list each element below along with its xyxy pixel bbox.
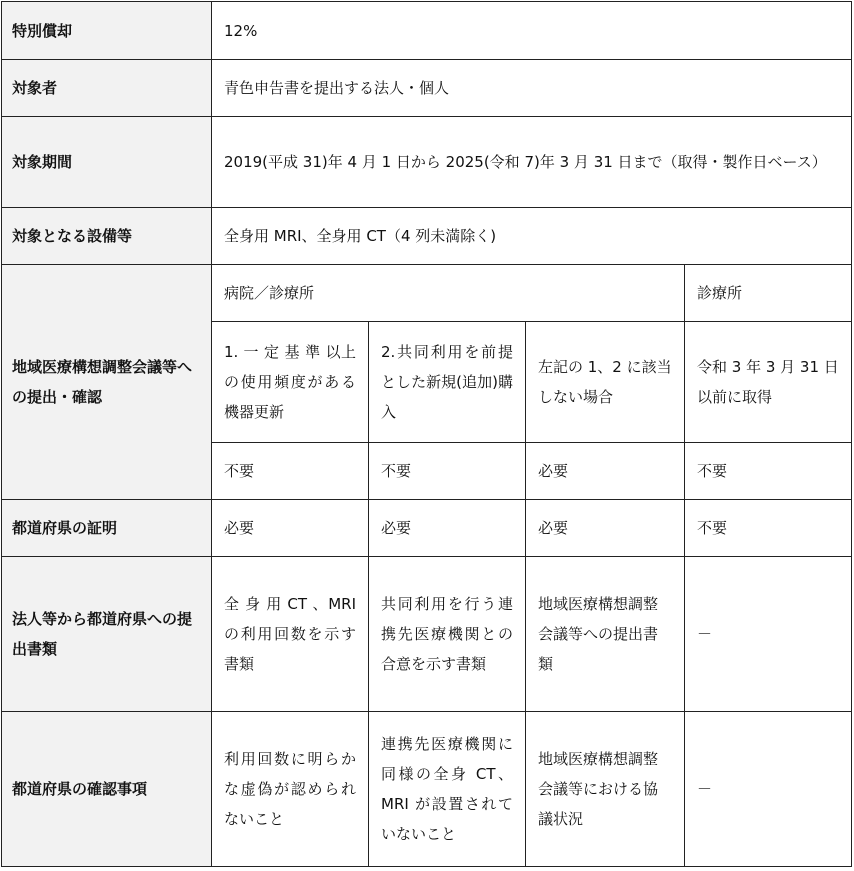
special-depreciation-value: 12%: [212, 2, 852, 60]
prefecture-cert-label: 都道府県の証明: [2, 500, 212, 557]
documents-case2: 共同利用を行う連携先医療機関との合意を示す書類: [369, 557, 526, 712]
row-special-depreciation: [2, 2, 852, 60]
eligible-label: 対象者: [2, 60, 212, 117]
row-period: [2, 117, 852, 208]
row-equipment: [2, 208, 852, 265]
confirmation-case2: 連携先医療機関に同様の全身 CT、MRI が設置されていないこと: [369, 712, 526, 867]
hospital-clinic-header: 病院／診療所: [212, 265, 685, 322]
special-depreciation-label: 特別償却: [2, 2, 212, 60]
confirmation-case4: －: [685, 712, 852, 867]
prefecture-cert-case2: 必要: [369, 500, 526, 557]
confirmation-label: 都道府県の確認事項: [2, 712, 212, 867]
row-regional-plan-header: [2, 265, 852, 322]
case-new-shared-purchase: 2.共同利用を前提とした新規(追加)購入: [369, 322, 526, 443]
prefecture-cert-case1: 必要: [212, 500, 369, 557]
tax-incentive-table: [1, 1, 852, 867]
requirement-case1: 不要: [212, 443, 369, 500]
requirement-case3: 必要: [526, 443, 685, 500]
requirement-case4: 不要: [685, 443, 852, 500]
documents-case3: 地域医療構想調整会議等への提出書類: [526, 557, 685, 712]
case-other: 左記の 1、2 に該当しない場合: [526, 322, 685, 443]
confirmation-case1: 利用回数に明らかな虚偽が認められないこと: [212, 712, 369, 867]
documents-case4: －: [685, 557, 852, 712]
prefecture-cert-case4: 不要: [685, 500, 852, 557]
prefecture-cert-case3: 必要: [526, 500, 685, 557]
row-confirmation: [2, 712, 852, 867]
row-documents: [2, 557, 852, 712]
confirmation-case3: 地域医療構想調整会議等における協議状況: [526, 712, 685, 867]
row-eligible: [2, 60, 852, 117]
clinic-header: 診療所: [685, 265, 852, 322]
period-value: 2019(平成 31)年 4 月 1 日から 2025(令和 7)年 3 月 31 日まで（取得・製作日ベース）: [212, 117, 852, 208]
documents-label: 法人等から都道府県への提出書類: [2, 557, 212, 712]
equipment-label: 対象となる設備等: [2, 208, 212, 265]
case-equipment-renewal: 1. 一 定 基 準 以上の使用頻度がある機器更新: [212, 322, 369, 443]
period-label: 対象期間: [2, 117, 212, 208]
row-prefecture-cert: [2, 500, 852, 557]
regional-plan-label: 地域医療構想調整会議等への提出・確認: [2, 265, 212, 500]
case-acquired-before: 令和 3 年 3 月 31 日以前に取得: [685, 322, 852, 443]
equipment-value: 全身用 MRI、全身用 CT（4 列未満除く): [212, 208, 852, 265]
documents-case1: 全 身 用 CT 、MRI の利用回数を示す書類: [212, 557, 369, 712]
eligible-value: 青色申告書を提出する法人・個人: [212, 60, 852, 117]
requirement-case2: 不要: [369, 443, 526, 500]
